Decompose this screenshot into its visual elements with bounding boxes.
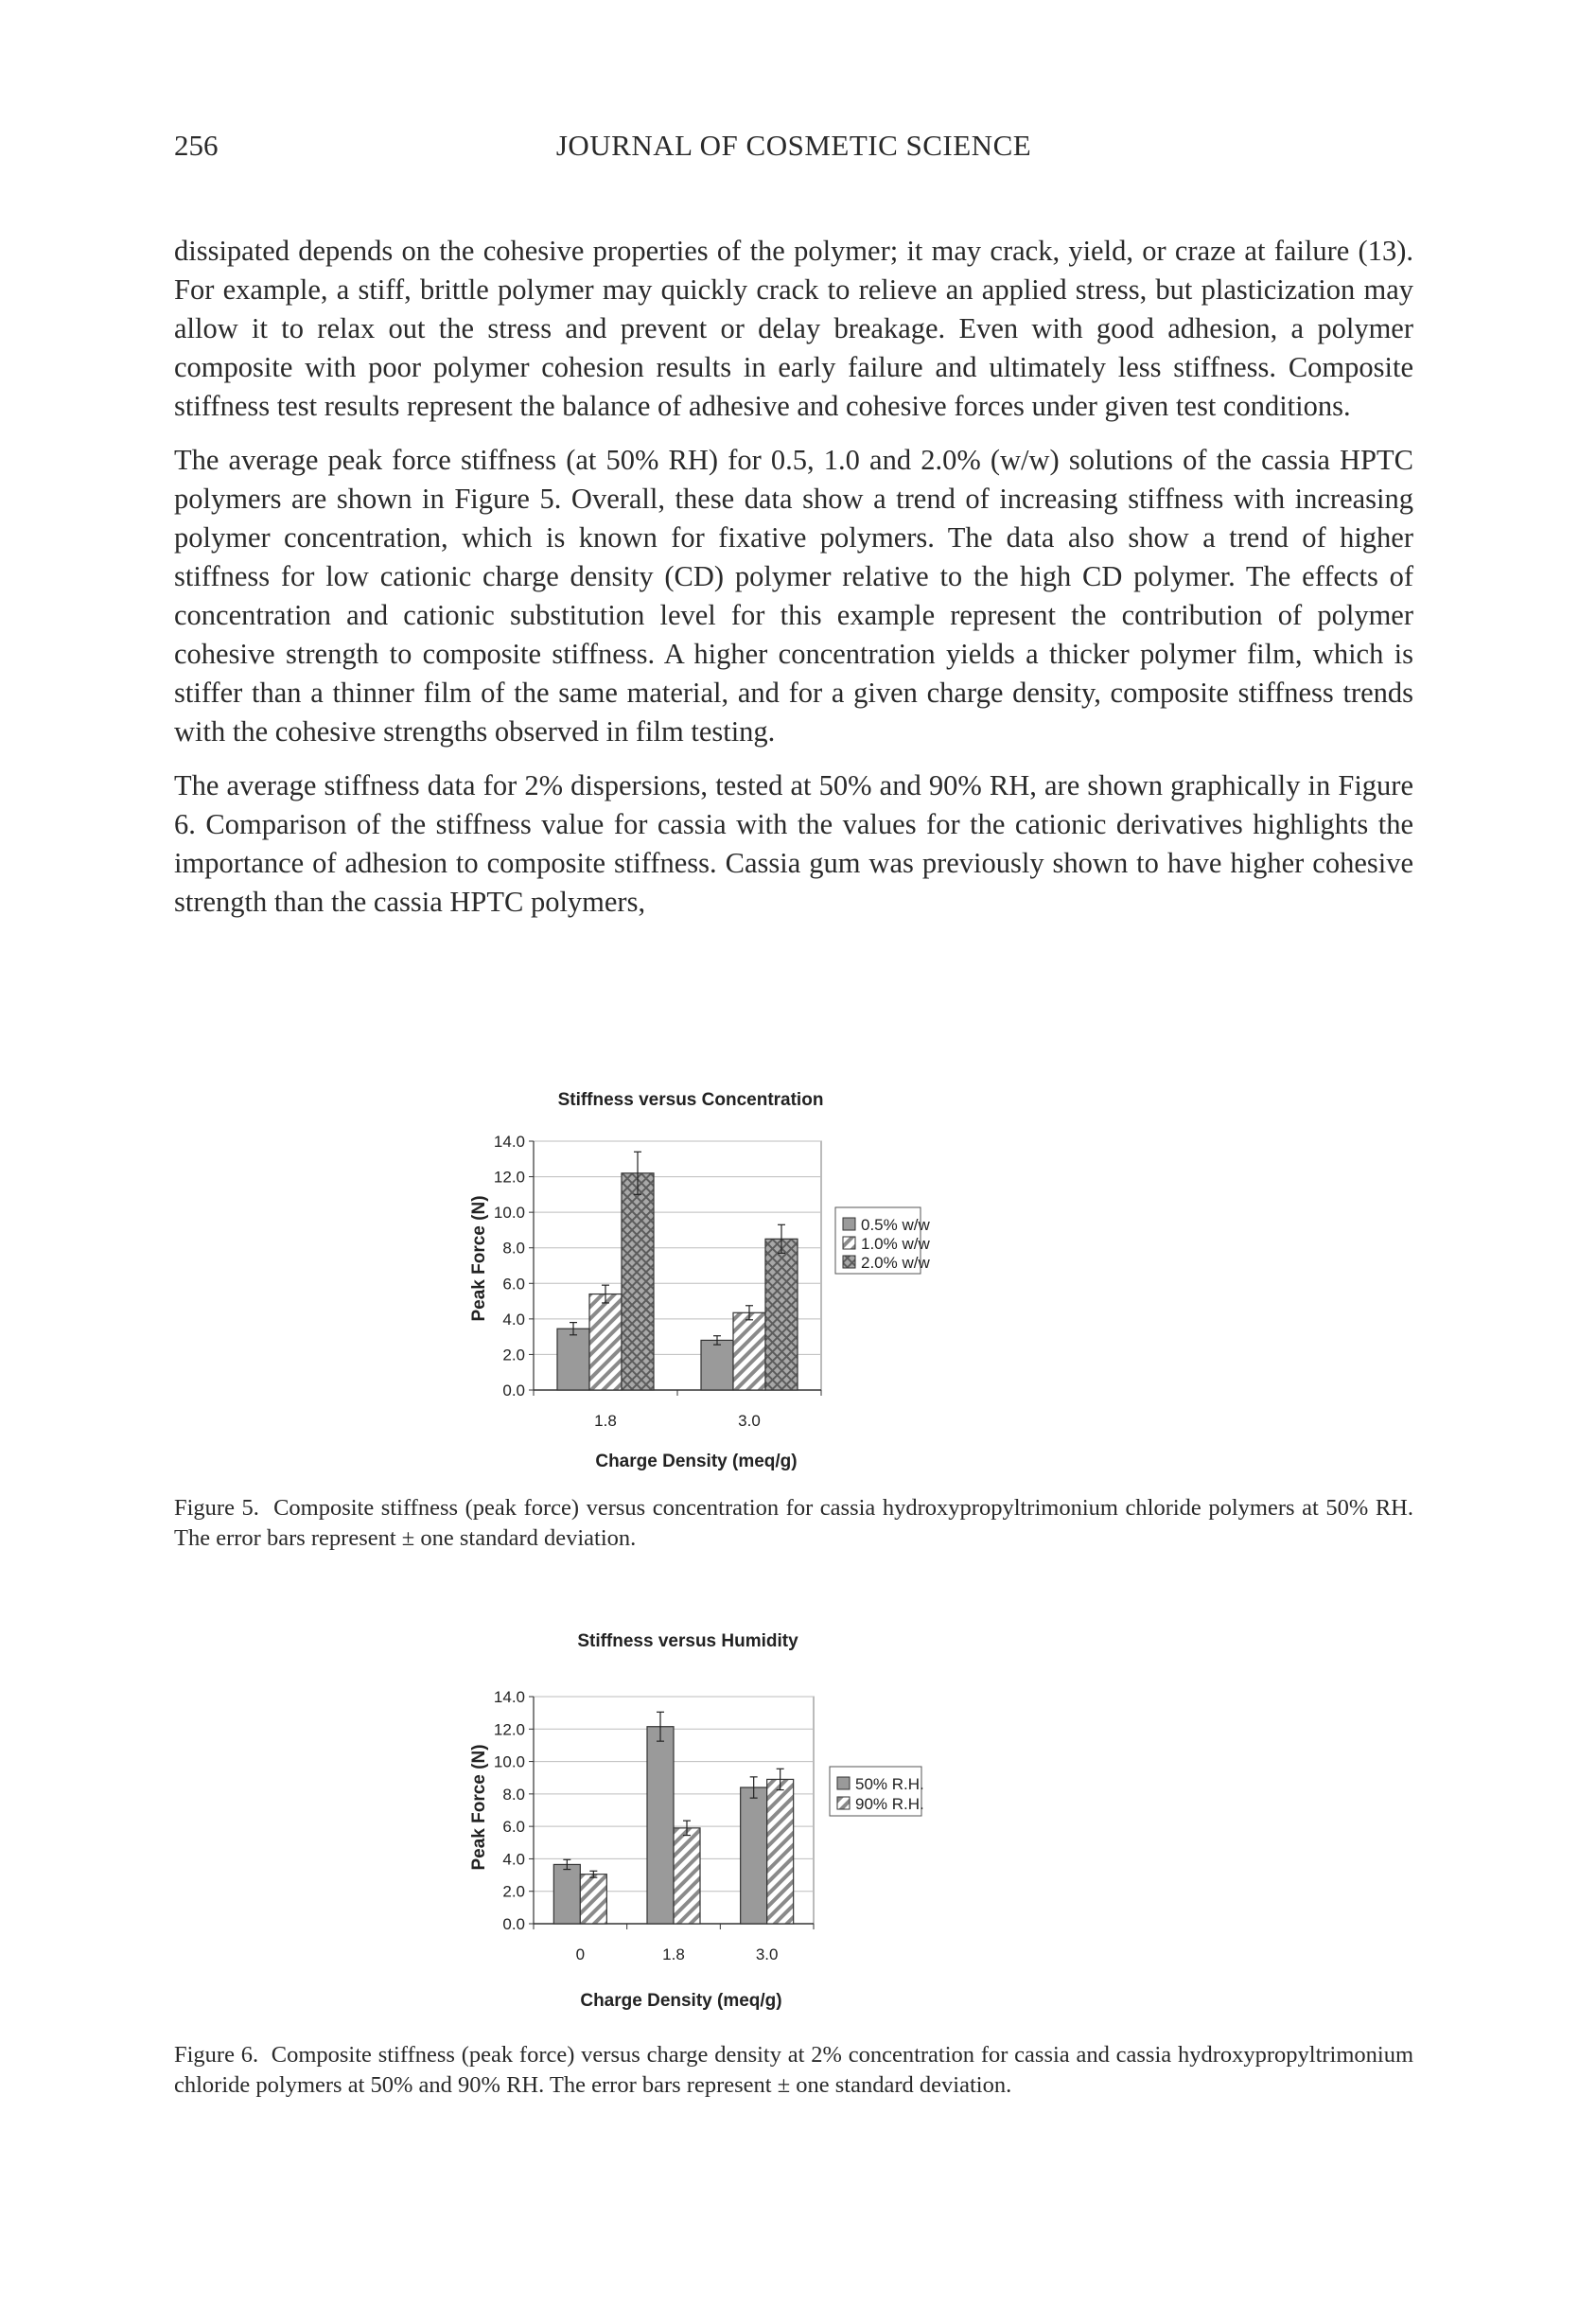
svg-text:12.0: 12.0: [493, 1720, 525, 1739]
y-axis-label: Peak Force (N): [469, 1195, 489, 1322]
caption-text: Composite stiffness (peak force) versus concentration for cassia hydroxypropyltrimonium chloride polymers at 50% RH. The error bars represent ± one standard deviation.: [174, 1495, 1413, 1551]
figure-6-chart: [454, 1628, 1135, 2016]
svg-text:2.0% w/w: 2.0% w/w: [861, 1254, 930, 1272]
x-axis-label: Charge Density (meq/g): [595, 1452, 798, 1471]
bar: [557, 1329, 589, 1390]
svg-text:1.0% w/w: 1.0% w/w: [861, 1235, 930, 1253]
chart-title: Stiffness versus Concentration: [557, 1090, 824, 1110]
paragraph: The average stiffness data for 2% dispersions, tested at 50% and 90% RH, are shown graphically in Figure 6. Comparison of the stiffness value for cassia with the values for the cationic derivatives highlights the importance of adhesion to composite stiffness. Cassia gum was previously shown to have higher cohesive strength than the cassia HPTC polymers,: [174, 769, 1413, 918]
svg-text:0.0: 0.0: [502, 1915, 525, 1933]
svg-text:10.0: 10.0: [493, 1204, 525, 1223]
chart-title: Stiffness versus Humidity: [577, 1631, 798, 1651]
bar: [622, 1173, 654, 1390]
svg-text:6.0: 6.0: [502, 1818, 525, 1837]
paragraph: The average peak force stiffness (at 50% RH) for 0.5, 1.0 and 2.0% (w/w) solutions of the cassia HPTC polymers are shown in Figure 5. Overall, these data show a trend of increasing stiffness with increasing polymer concentration, which is known for fixative polymers. The data also show a trend of higher stiffness for low cationic charge density (CD) polymer relative to the high CD polymer. The effects of concentration and cationic substitution level for this example represent the contribution of polymer cohesive strength to composite stiffness. A higher concentration yields a thicker polymer film, which is stiffer than a thinner film of the same material, and for a given charge density, composite stiffness trends with the cohesive strengths observed in film testing.: [174, 444, 1413, 748]
page-number: 256: [174, 129, 219, 162]
figure-5-chart: [454, 1079, 1135, 1486]
caption-text: Composite stiffness (peak force) versus charge density at 2% concentration for cassia and cassia hydroxypropyltrimonium chloride polymers at 50% and 90% RH. The error bars represent ± one standard deviation.: [174, 2042, 1414, 2098]
journal-title: JOURNAL OF COSMETIC SCIENCE: [555, 129, 1032, 162]
svg-text:4.0: 4.0: [502, 1310, 525, 1329]
bar: [553, 1864, 580, 1924]
svg-text:12.0: 12.0: [493, 1168, 525, 1187]
bar: [767, 1779, 794, 1924]
svg-text:90% R.H.: 90% R.H.: [855, 1795, 924, 1813]
bar: [674, 1828, 700, 1924]
bar: [733, 1312, 765, 1390]
figure-label: Figure 6.: [174, 2042, 259, 2068]
page-header: [174, 129, 1413, 167]
svg-text:50% R.H.: 50% R.H.: [855, 1775, 924, 1793]
svg-text:0: 0: [575, 1945, 586, 1963]
bar: [701, 1340, 733, 1390]
bar: [765, 1239, 798, 1390]
bar: [741, 1787, 767, 1924]
chart-legend: [830, 1767, 924, 1816]
bar: [589, 1294, 622, 1390]
body-text: [174, 232, 1413, 937]
svg-text:3.0: 3.0: [738, 1412, 761, 1430]
svg-text:4.0: 4.0: [502, 1850, 525, 1869]
svg-text:0.5% w/w: 0.5% w/w: [861, 1216, 930, 1234]
figure-label: Figure 5.: [174, 1495, 259, 1521]
svg-text:6.0: 6.0: [502, 1275, 525, 1294]
svg-text:14.0: 14.0: [493, 1133, 525, 1151]
svg-text:2.0: 2.0: [502, 1882, 525, 1901]
figure-6-caption: [174, 2040, 1413, 2101]
svg-text:8.0: 8.0: [502, 1239, 525, 1258]
svg-text:8.0: 8.0: [502, 1785, 525, 1804]
figure-5-caption: [174, 1493, 1413, 1554]
svg-text:2.0: 2.0: [502, 1346, 525, 1364]
paragraph: dissipated depends on the cohesive properties of the polymer; it may crack, yield, or craze at failure (13). For example, a stiff, brittle polymer may quickly crack to relieve an applied stress, but plasticization may allow it to relax out the stress and prevent or delay breakage. Even with good adhesion, a polymer composite with poor polymer cohesion results in early failure and ultimately less stiffness. Composite stiffness test results represent the balance of adhesive and cohesive forces under given test conditions.: [174, 235, 1413, 422]
bar: [647, 1727, 674, 1924]
svg-text:1.8: 1.8: [594, 1412, 617, 1430]
svg-text:1.8: 1.8: [662, 1945, 685, 1963]
x-axis-label: Charge Density (meq/g): [580, 1991, 782, 2011]
svg-text:10.0: 10.0: [493, 1752, 525, 1771]
svg-text:14.0: 14.0: [493, 1688, 525, 1706]
bar: [580, 1875, 606, 1924]
svg-text:0.0: 0.0: [502, 1382, 525, 1399]
y-axis-label: Peak Force (N): [469, 1744, 489, 1871]
svg-text:3.0: 3.0: [755, 1945, 779, 1963]
chart-legend: [835, 1207, 930, 1274]
